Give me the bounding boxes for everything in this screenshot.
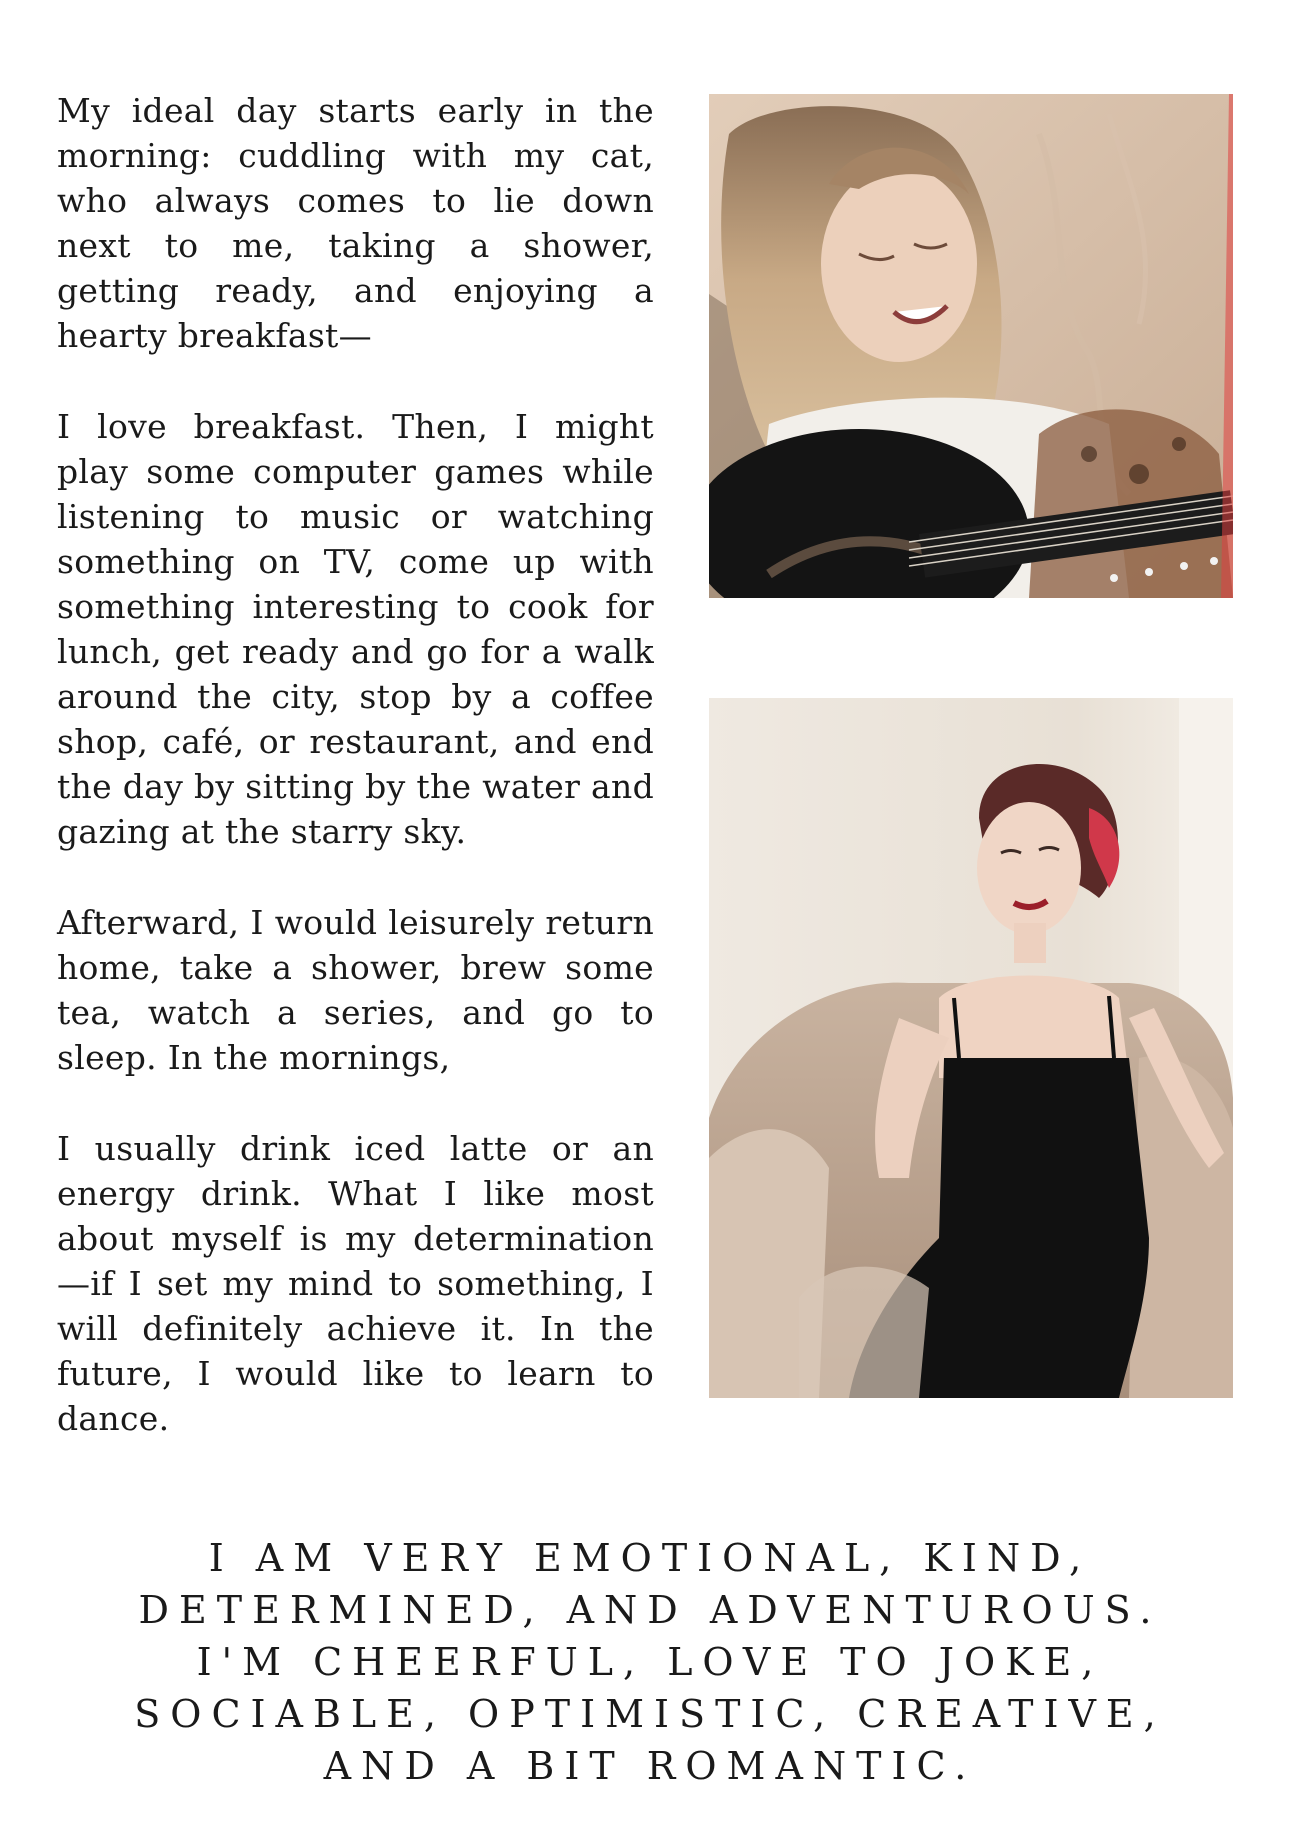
photo-woman-with-guitar	[709, 94, 1233, 598]
paragraph-afterward: Afterward, I would leisurely return home, take a shower, brew some tea, watch a series, and go to sleep. In the mornings,	[57, 903, 654, 1077]
photo-woman-in-armchair	[709, 698, 1233, 1398]
body-text	[57, 88, 654, 1487]
paragraph-determination: I usually drink iced latte or an energy drink. What I like most about myself is my determination—if I set my mind to something, I will definitely achieve it. In the future, I would like to learn to dance.	[57, 1129, 654, 1438]
personality-quote: I AM VERY EMOTIONAL, KIND, DETERMINED, AND ADVENTUROUS. I'M CHEERFUL, LOVE TO JOKE, SOCIABLE, OPTIMISTIC, CREATIVE, AND A BIT ROMANTIC.	[134, 1536, 1166, 1788]
paragraph-breakfast: I love breakfast. Then, I might play some computer games while listening to music or watching something on TV, come up with something interesting to cook for lunch, get ready and go for a walk around the city, stop by a coffee shop, café, or restaurant, and end the day by sitting by the water and gazing at the starry sky.	[57, 407, 654, 851]
paragraph-ideal-day: My ideal day starts early in the morning: cuddling with my cat, who always comes to lie down next to me, taking a shower, getting ready, and enjoying a hearty breakfast—	[57, 91, 654, 355]
